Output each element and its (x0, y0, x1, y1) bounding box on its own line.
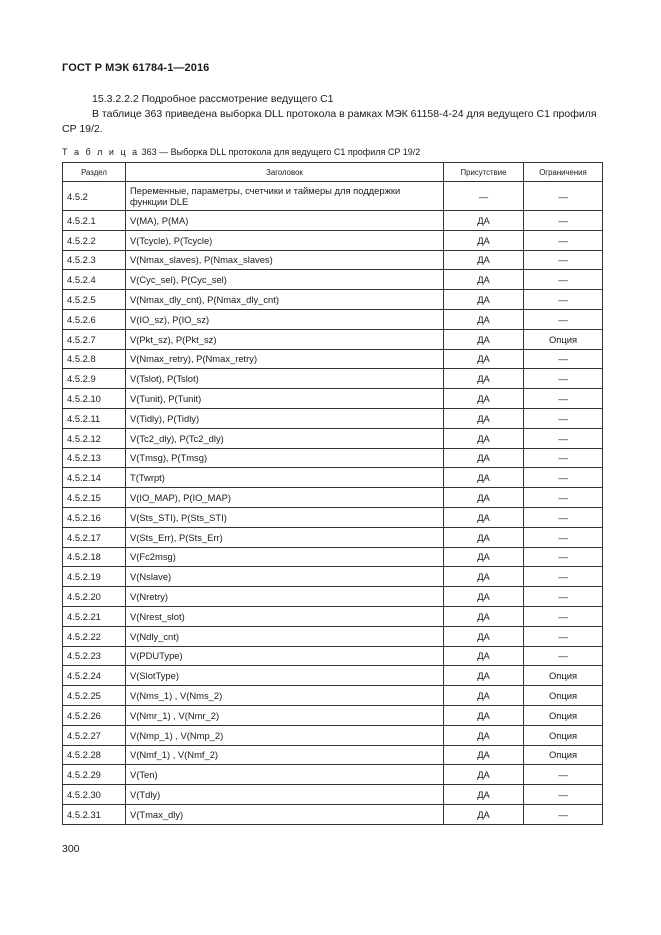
title-cell: V(Ndly_cnt) (126, 626, 444, 646)
constraints-cell: — (524, 389, 603, 409)
section-cell: 4.5.2.8 (63, 349, 126, 369)
section-cell: 4.5.2.31 (63, 804, 126, 824)
presence-cell: ДА (444, 765, 524, 785)
table-row (63, 468, 603, 488)
table-header-row (63, 163, 603, 182)
constraints-cell: Опция (524, 725, 603, 745)
title-cell: V(Ten) (126, 765, 444, 785)
section-cell: 4.5.2.22 (63, 626, 126, 646)
constraints-cell: — (524, 547, 603, 567)
presence-cell: ДА (444, 408, 524, 428)
constraints-cell: — (524, 527, 603, 547)
title-cell: V(Sts_Err), P(Sts_Err) (126, 527, 444, 547)
table-row (63, 270, 603, 290)
table-row (63, 587, 603, 607)
table-row (63, 182, 603, 211)
presence-cell: ДА (444, 468, 524, 488)
presence-cell: ДА (444, 804, 524, 824)
table-row (63, 567, 603, 587)
title-cell: V(IO_MAP), P(IO_MAP) (126, 488, 444, 508)
table-row (63, 705, 603, 725)
constraints-cell: — (524, 488, 603, 508)
title-cell: V(Nmax_retry), P(Nmax_retry) (126, 349, 444, 369)
title-cell: V(Nms_1) , V(Nms_2) (126, 686, 444, 706)
dll-selection-table (62, 162, 603, 825)
section-cell: 4.5.2.11 (63, 408, 126, 428)
title-cell: V(Nslave) (126, 567, 444, 587)
title-cell: V(PDUType) (126, 646, 444, 666)
table-row (63, 626, 603, 646)
title-cell: V(Nmr_1) , V(Nmr_2) (126, 705, 444, 725)
constraints-cell: — (524, 507, 603, 527)
table-row (63, 309, 603, 329)
section-cell: 4.5.2.5 (63, 290, 126, 310)
section-cell: 4.5.2.6 (63, 309, 126, 329)
title-cell: V(Nmp_1) , V(Nmp_2) (126, 725, 444, 745)
title-cell: V(Nmax_dly_cnt), P(Nmax_dly_cnt) (126, 290, 444, 310)
section-cell: 4.5.2 (63, 182, 126, 211)
title-cell: V(Tslot), P(Tslot) (126, 369, 444, 389)
presence-cell: ДА (444, 547, 524, 567)
constraints-cell: — (524, 428, 603, 448)
title-cell: V(Fc2msg) (126, 547, 444, 567)
section-cell: 4.5.2.21 (63, 606, 126, 626)
title-cell: V(Tmax_dly) (126, 804, 444, 824)
presence-cell: ДА (444, 488, 524, 508)
document-header: ГОСТ Р МЭК 61784-1—2016 (62, 62, 210, 74)
table-row (63, 646, 603, 666)
constraints-cell: Опция (524, 329, 603, 349)
section-cell: 4.5.2.28 (63, 745, 126, 765)
table-row (63, 408, 603, 428)
title-cell: V(Nmf_1) , V(Nmf_2) (126, 745, 444, 765)
constraints-cell: — (524, 230, 603, 250)
presence-cell: ДА (444, 666, 524, 686)
presence-cell: ДА (444, 745, 524, 765)
title-cell: V(Tidly), P(Tidly) (126, 408, 444, 428)
table-row (63, 725, 603, 745)
table-row (63, 686, 603, 706)
table-row (63, 547, 603, 567)
presence-cell: ДА (444, 211, 524, 231)
title-cell: V(Sts_STI), P(Sts_STI) (126, 507, 444, 527)
section-cell: 4.5.2.24 (63, 666, 126, 686)
section-cell: 4.5.2.16 (63, 507, 126, 527)
section-cell: 4.5.2.1 (63, 211, 126, 231)
section-cell: 4.5.2.15 (63, 488, 126, 508)
table-row (63, 765, 603, 785)
presence-cell: ДА (444, 428, 524, 448)
constraints-cell: Опция (524, 686, 603, 706)
constraints-cell: — (524, 567, 603, 587)
section-cell: 4.5.2.26 (63, 705, 126, 725)
section-cell: 4.5.2.3 (63, 250, 126, 270)
constraints-cell: — (524, 250, 603, 270)
table-caption (62, 147, 420, 157)
section-cell: 4.5.2.30 (63, 785, 126, 805)
table-row (63, 250, 603, 270)
presence-cell: ДА (444, 309, 524, 329)
presence-cell: ДА (444, 785, 524, 805)
section-cell: 4.5.2.9 (63, 369, 126, 389)
table-caption-text: 363 — Выборка DLL протокола для ведущего C1 профиля CP 19/2 (139, 147, 421, 157)
presence-cell: ДА (444, 705, 524, 725)
section-cell: 4.5.2.12 (63, 428, 126, 448)
title-cell: V(Cyc_sel), P(Cyc_sel) (126, 270, 444, 290)
table-row (63, 785, 603, 805)
presence-cell: ДА (444, 507, 524, 527)
table-row (63, 804, 603, 824)
table-row (63, 527, 603, 547)
section-cell: 4.5.2.29 (63, 765, 126, 785)
constraints-cell: — (524, 182, 603, 211)
constraints-cell: — (524, 468, 603, 488)
title-cell: V(Nretry) (126, 587, 444, 607)
constraints-cell: — (524, 785, 603, 805)
presence-cell: ДА (444, 250, 524, 270)
table-row (63, 666, 603, 686)
section-cell: 4.5.2.18 (63, 547, 126, 567)
presence-cell: ДА (444, 646, 524, 666)
title-cell: V(Tcycle), P(Tcycle) (126, 230, 444, 250)
presence-cell: ДА (444, 725, 524, 745)
title-cell: V(IO_sz), P(IO_sz) (126, 309, 444, 329)
title-cell: V(Nmax_slaves), P(Nmax_slaves) (126, 250, 444, 270)
table-row (63, 507, 603, 527)
presence-cell: ДА (444, 606, 524, 626)
header-constraints: Ограничения (524, 163, 603, 182)
constraints-cell: — (524, 765, 603, 785)
table-caption-label: Т а б л и ц а (62, 147, 140, 157)
title-cell: V(Tunit), P(Tunit) (126, 389, 444, 409)
title-cell: T(Twrpt) (126, 468, 444, 488)
table-row (63, 349, 603, 369)
table-row (63, 329, 603, 349)
constraints-cell: — (524, 369, 603, 389)
presence-cell: ДА (444, 329, 524, 349)
presence-cell: ДА (444, 270, 524, 290)
title-cell: V(Pkt_sz), P(Pkt_sz) (126, 329, 444, 349)
presence-cell: ДА (444, 626, 524, 646)
constraints-cell: — (524, 646, 603, 666)
section-cell: 4.5.2.2 (63, 230, 126, 250)
table-row (63, 745, 603, 765)
presence-cell: ДА (444, 527, 524, 547)
presence-cell: ДА (444, 389, 524, 409)
presence-cell: ДА (444, 686, 524, 706)
presence-cell: ДА (444, 349, 524, 369)
title-cell: V(Nrest_slot) (126, 606, 444, 626)
constraints-cell: Опция (524, 705, 603, 725)
title-cell: V(Tdly) (126, 785, 444, 805)
constraints-cell: — (524, 804, 603, 824)
section-cell: 4.5.2.7 (63, 329, 126, 349)
section-cell: 4.5.2.19 (63, 567, 126, 587)
title-cell: V(Tc2_dly), P(Tc2_dly) (126, 428, 444, 448)
constraints-cell: — (524, 211, 603, 231)
section-cell: 4.5.2.10 (63, 389, 126, 409)
constraints-cell: — (524, 408, 603, 428)
section-cell: 4.5.2.13 (63, 448, 126, 468)
section-cell: 4.5.2.27 (63, 725, 126, 745)
table-row (63, 230, 603, 250)
section-cell: 4.5.2.20 (63, 587, 126, 607)
table-row (63, 488, 603, 508)
table-row (63, 448, 603, 468)
table-row (63, 369, 603, 389)
presence-cell: — (444, 182, 524, 211)
presence-cell: ДА (444, 448, 524, 468)
table-row (63, 290, 603, 310)
constraints-cell: — (524, 290, 603, 310)
title-cell: V(SlotType) (126, 666, 444, 686)
constraints-cell: — (524, 270, 603, 290)
constraints-cell: — (524, 587, 603, 607)
section-cell: 4.5.2.23 (63, 646, 126, 666)
title-cell: V(MA), P(MA) (126, 211, 444, 231)
table-row (63, 211, 603, 231)
constraints-cell: — (524, 606, 603, 626)
intro-paragraph: В таблице 363 приведена выборка DLL протокола в рамках МЭК 61158-4-24 для ведущего C1 профиля CP 19/2. (62, 108, 597, 135)
table-body (63, 182, 603, 825)
constraints-cell: — (524, 448, 603, 468)
header-section: Раздел (63, 163, 126, 182)
presence-cell: ДА (444, 290, 524, 310)
header-title: Заголовок (126, 163, 444, 182)
presence-cell: ДА (444, 230, 524, 250)
constraints-cell: — (524, 349, 603, 369)
section-cell: 4.5.2.17 (63, 527, 126, 547)
table-row (63, 428, 603, 448)
section-title: 15.3.2.2.2 Подробное рассмотрение ведущего C1 (92, 93, 334, 105)
constraints-cell: Опция (524, 666, 603, 686)
presence-cell: ДА (444, 587, 524, 607)
presence-cell: ДА (444, 567, 524, 587)
table-row (63, 389, 603, 409)
constraints-cell: — (524, 309, 603, 329)
section-cell: 4.5.2.4 (63, 270, 126, 290)
title-cell: Переменные, параметры, счетчики и таймеры для поддержки функции DLE (126, 182, 444, 211)
section-cell: 4.5.2.14 (63, 468, 126, 488)
title-cell: V(Tmsg), P(Tmsg) (126, 448, 444, 468)
table-row (63, 606, 603, 626)
header-presence: Присутствие (444, 163, 524, 182)
presence-cell: ДА (444, 369, 524, 389)
section-cell: 4.5.2.25 (63, 686, 126, 706)
constraints-cell: Опция (524, 745, 603, 765)
page-number: 300 (62, 843, 80, 855)
constraints-cell: — (524, 626, 603, 646)
